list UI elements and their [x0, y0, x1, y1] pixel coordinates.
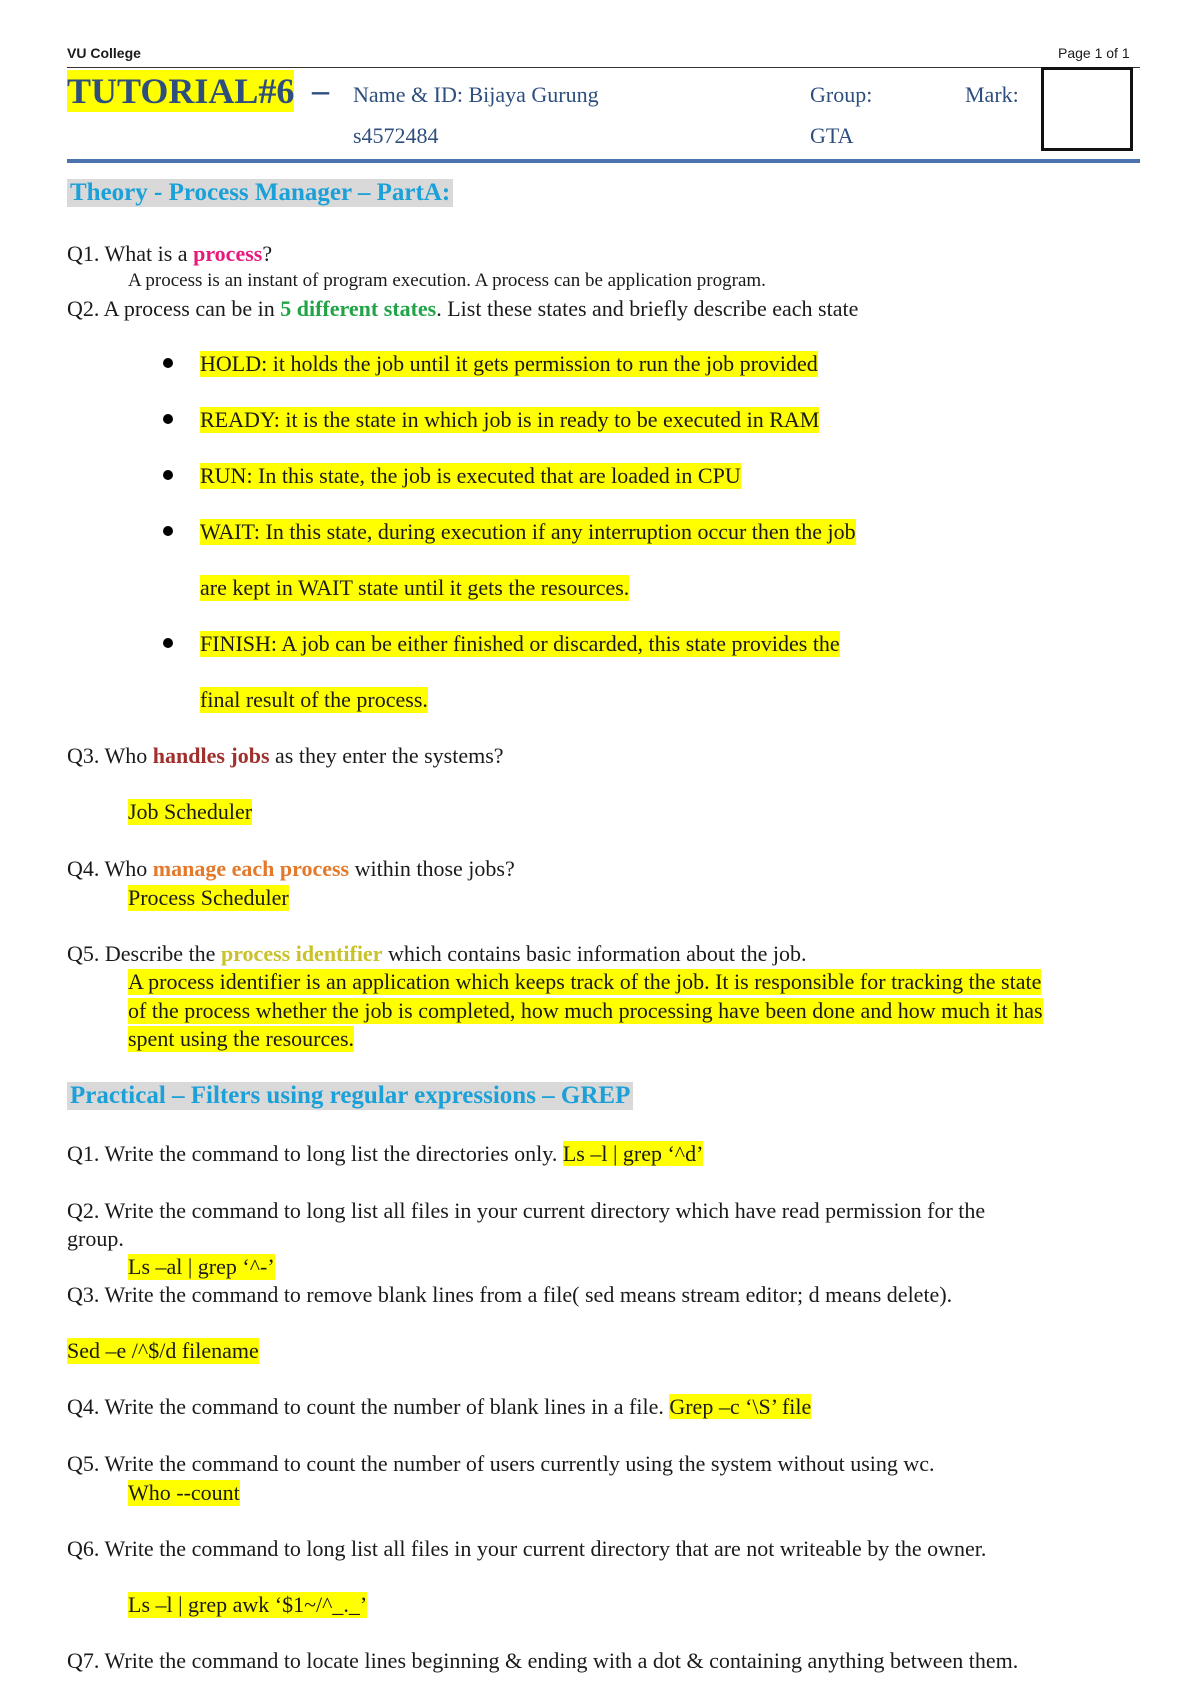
- q3-prefix: Q3. Who: [67, 743, 153, 768]
- state-ready: READY: it is the state in which job is in ready to be executed in RAM: [200, 407, 820, 432]
- title-dash: –: [312, 72, 329, 109]
- mark-box: [1041, 67, 1133, 151]
- practical-heading: Practical – Filters using regular expressions – GREP: [67, 1082, 633, 1110]
- header-top-rule: [67, 67, 1140, 68]
- practical-q4: [67, 1394, 811, 1420]
- theory-q5-answer-line1: A process identifier is an application which keeps track of the job. It is responsible for tracking the state: [128, 969, 1042, 994]
- state-run: RUN: In this state, the job is executed that are loaded in CPU: [200, 463, 741, 488]
- state-bullet-run: [163, 470, 173, 480]
- practical-q4-text: Q4. Write the command to count the number of blank lines in a file.: [67, 1394, 670, 1419]
- theory-q4-answer: Process Scheduler: [128, 885, 289, 910]
- practical-q2-answer: Ls –al | grep ‘^-’: [128, 1254, 275, 1279]
- q4-keyword: manage each process: [152, 856, 350, 881]
- mark-label: Mark:: [965, 82, 1019, 107]
- q3-keyword: handles jobs: [152, 743, 270, 768]
- practical-q5-answer: Who --count: [128, 1480, 240, 1505]
- practical-q2-line1: Q2. Write the command to long list all files in your current directory which have read permission for the: [67, 1198, 986, 1223]
- q4-prefix: Q4. Who: [67, 856, 153, 881]
- practical-q6: Q6. Write the command to long list all files in your current directory that are not writeable by the owner.: [67, 1536, 987, 1561]
- q5-prefix: Q5. Describe the: [67, 941, 221, 966]
- tutorial-title: TUTORIAL#6: [67, 71, 295, 111]
- student-id: s4572484: [353, 123, 439, 148]
- theory-q4: [67, 856, 515, 882]
- theory-q1-answer: A process is an instant of program execution. A process can be application program.: [128, 270, 766, 291]
- theory-q5-answer-line3: spent using the resources.: [128, 1026, 355, 1051]
- practical-q7: Q7. Write the command to locate lines beginning & ending with a dot & containing anything between them.: [67, 1648, 1019, 1673]
- page-number: Page 1 of 1: [1058, 45, 1130, 61]
- q2-suffix: . List these states and briefly describe each state: [436, 296, 859, 321]
- theory-q3: [67, 743, 504, 769]
- q2-keyword: 5 different states: [280, 296, 437, 321]
- state-bullet-hold: [163, 358, 173, 368]
- q1-suffix: ?: [262, 241, 273, 266]
- state-hold: HOLD: it holds the job until it gets permission to run the job provided: [200, 351, 818, 376]
- state-bullet-ready: [163, 414, 173, 424]
- group-label: Group:: [810, 82, 873, 107]
- practical-q4-answer: Grep –c ‘\S’ file: [669, 1394, 812, 1419]
- theory-q1: [67, 241, 272, 267]
- q1-keyword: process: [193, 241, 263, 266]
- practical-q1: [67, 1141, 703, 1167]
- theory-q5-answer-line2: of the process whether the job is completed, how much processing have been done and how much it has: [128, 998, 1043, 1023]
- practical-q1-text: Q1. Write the command to long list the directories only.: [67, 1141, 563, 1166]
- q4-suffix: within those jobs?: [349, 856, 515, 881]
- college-name: VU College: [67, 45, 141, 61]
- theory-q2: [67, 296, 858, 322]
- practical-q3-answer: Sed –e /^$/d filename: [67, 1338, 259, 1363]
- state-bullet-wait: [163, 526, 173, 536]
- q5-keyword: process identifier: [220, 941, 383, 966]
- q1-prefix: Q1. What is a: [67, 241, 194, 266]
- state-bullet-finish: [163, 638, 173, 648]
- state-finish: FINISH: A job can be either finished or discarded, this state provides the: [200, 631, 840, 656]
- practical-q6-answer: Ls –l | grep awk ‘$1~/^_._’: [128, 1592, 368, 1617]
- state-wait-continued: are kept in WAIT state until it gets the resources.: [200, 575, 630, 600]
- group-value: GTA: [810, 123, 854, 148]
- practical-q3: Q3. Write the command to remove blank lines from a file( sed means stream editor; d means delete).: [67, 1282, 953, 1307]
- practical-q1-answer: Ls –l | grep ‘^d’: [562, 1141, 704, 1166]
- theory-q3-answer: Job Scheduler: [128, 799, 253, 824]
- state-wait: WAIT: In this state, during execution if any interruption occur then the job: [200, 519, 856, 544]
- practical-q2-line2: group.: [67, 1226, 124, 1251]
- header-bottom-rule: [67, 159, 1140, 163]
- name-id-label: Name & ID: Bijaya Gurung: [353, 82, 599, 107]
- state-finish-continued: final result of the process.: [200, 687, 428, 712]
- q3-suffix: as they enter the systems?: [269, 743, 504, 768]
- theory-heading: Theory - Process Manager – PartA:: [67, 179, 453, 207]
- q5-suffix: which contains basic information about the job.: [382, 941, 807, 966]
- q2-prefix: Q2. A process can be in: [67, 296, 281, 321]
- practical-q5: Q5. Write the command to count the number of users currently using the system without using wc.: [67, 1451, 935, 1476]
- theory-q5: [67, 941, 806, 967]
